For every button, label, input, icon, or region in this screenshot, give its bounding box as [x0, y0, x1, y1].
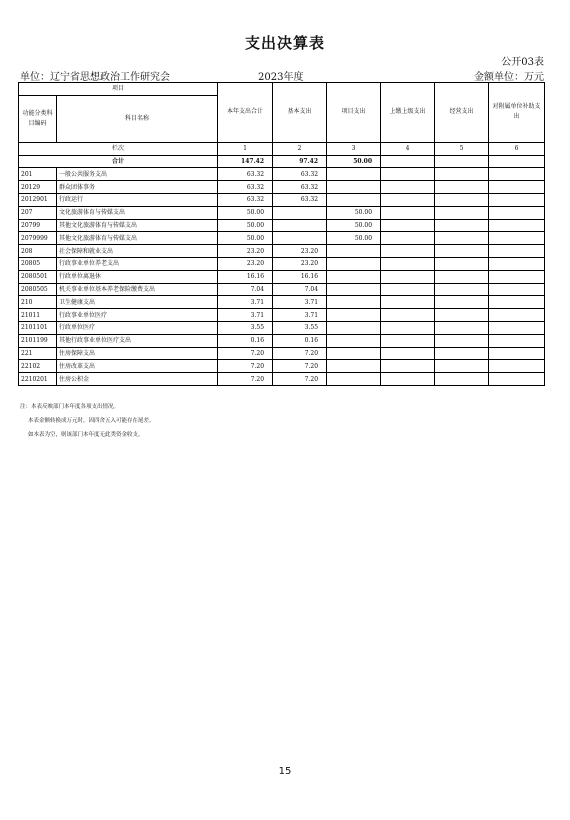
row-code: 2079999 — [19, 232, 57, 245]
table-row — [19, 193, 545, 206]
row-value — [435, 193, 489, 206]
page-title: 支出决算表 — [244, 34, 325, 52]
row-value — [327, 168, 381, 181]
col-number: 5 — [435, 142, 489, 155]
row-value — [435, 283, 489, 296]
row-value — [327, 334, 381, 347]
col-number: 4 — [381, 142, 435, 155]
row-code: 20799 — [19, 219, 57, 232]
row-code: 2101101 — [19, 321, 57, 334]
row-value: 7.04 — [273, 283, 327, 296]
header-code: 功能分类科目编码 — [19, 95, 57, 142]
row-name: 一般公共服务支出 — [57, 168, 218, 181]
meta-row — [20, 68, 544, 82]
row-value — [489, 168, 545, 181]
row-value — [381, 321, 435, 334]
row-value — [435, 219, 489, 232]
row-value — [489, 321, 545, 334]
row-value — [381, 257, 435, 270]
row-value — [435, 347, 489, 360]
row-name: 文化旅游体育与传媒支出 — [57, 206, 218, 219]
row-value — [381, 206, 435, 219]
row-value: 3.55 — [273, 321, 327, 334]
row-value: 16.16 — [218, 270, 273, 283]
row-value — [435, 245, 489, 258]
row-value: 50.00 — [327, 219, 381, 232]
row-name: 其他文化旅游体育与传媒支出 — [57, 232, 218, 245]
total-value: 97.42 — [273, 155, 327, 168]
row-value — [435, 321, 489, 334]
year-label: 2023年度 — [258, 72, 304, 83]
col-number: 1 — [218, 142, 273, 155]
row-value: 23.20 — [218, 257, 273, 270]
row-value — [435, 181, 489, 194]
table-row — [19, 181, 545, 194]
row-value: 0.16 — [218, 334, 273, 347]
header-col-3: 项目支出 — [327, 83, 381, 143]
table-row — [19, 270, 545, 283]
row-value: 63.32 — [273, 181, 327, 194]
row-value: 23.20 — [218, 245, 273, 258]
row-value — [489, 219, 545, 232]
row-value — [435, 360, 489, 373]
row-value: 7.20 — [218, 360, 273, 373]
row-value — [381, 309, 435, 322]
row-code: 20805 — [19, 257, 57, 270]
row-name: 社会保障和就业支出 — [57, 245, 218, 258]
row-value: 7.20 — [273, 347, 327, 360]
row-value: 50.00 — [218, 206, 273, 219]
row-value — [327, 270, 381, 283]
row-code: 207 — [19, 206, 57, 219]
row-value — [381, 283, 435, 296]
row-name: 行政事业单位医疗 — [57, 309, 218, 322]
table-body — [19, 168, 545, 386]
row-value — [435, 373, 489, 386]
row-value — [489, 181, 545, 194]
header-col-1: 本年支出合计 — [218, 83, 273, 143]
row-value — [381, 232, 435, 245]
row-value — [327, 321, 381, 334]
table-row — [19, 219, 545, 232]
page-number: 15 — [278, 766, 292, 777]
amount-unit-label: 金额单位：万元 — [474, 72, 544, 83]
table-row — [19, 245, 545, 258]
row-value: 50.00 — [218, 219, 273, 232]
table-row — [19, 321, 545, 334]
row-value — [327, 360, 381, 373]
row-value: 3.71 — [218, 296, 273, 309]
row-value: 3.55 — [218, 321, 273, 334]
row-code: 21011 — [19, 309, 57, 322]
note-line: 注：本表反映部门本年度各项支出情况。 — [20, 404, 120, 410]
row-value — [435, 168, 489, 181]
row-value: 50.00 — [327, 232, 381, 245]
row-name: 其他行政事业单位医疗支出 — [57, 334, 218, 347]
table-row — [19, 257, 545, 270]
form-number: 公开03表 — [501, 57, 544, 68]
row-value — [489, 373, 545, 386]
row-value — [381, 334, 435, 347]
header-col-4: 上缴上级支出 — [381, 83, 435, 143]
row-name: 行政事业单位养老支出 — [57, 257, 218, 270]
table-row — [19, 309, 545, 322]
row-value — [273, 206, 327, 219]
row-value — [381, 347, 435, 360]
total-value — [489, 155, 545, 168]
row-value — [273, 232, 327, 245]
row-code: 2080501 — [19, 270, 57, 283]
table-row — [19, 206, 545, 219]
table-row — [19, 334, 545, 347]
row-value — [327, 257, 381, 270]
total-label: 合计 — [19, 155, 218, 168]
row-value — [489, 296, 545, 309]
row-value: 0.16 — [273, 334, 327, 347]
header-col-5: 经营支出 — [435, 83, 489, 143]
row-value: 23.20 — [273, 245, 327, 258]
header-item: 项目 — [19, 83, 218, 96]
row-value — [381, 296, 435, 309]
total-value: 147.42 — [218, 155, 273, 168]
row-value: 50.00 — [327, 206, 381, 219]
row-value: 63.32 — [218, 193, 273, 206]
row-code: 2101199 — [19, 334, 57, 347]
row-value: 63.32 — [273, 168, 327, 181]
row-value: 3.71 — [218, 309, 273, 322]
row-value — [489, 283, 545, 296]
row-value — [435, 309, 489, 322]
row-name: 卫生健康支出 — [57, 296, 218, 309]
row-value: 50.00 — [218, 232, 273, 245]
row-value: 23.20 — [273, 257, 327, 270]
row-value — [435, 257, 489, 270]
row-value — [381, 270, 435, 283]
header-col-6: 对附属单位补助支出 — [489, 83, 545, 143]
table-row — [19, 283, 545, 296]
row-value: 7.20 — [218, 373, 273, 386]
row-value: 16.16 — [273, 270, 327, 283]
row-value — [489, 334, 545, 347]
row-value — [381, 219, 435, 232]
notes — [20, 400, 155, 442]
table-row — [19, 347, 545, 360]
row-value: 63.32 — [273, 193, 327, 206]
row-value — [327, 296, 381, 309]
row-value — [435, 334, 489, 347]
row-code: 210 — [19, 296, 57, 309]
row-value: 63.32 — [218, 181, 273, 194]
row-value — [435, 232, 489, 245]
total-value: 50.00 — [327, 155, 381, 168]
table-row — [19, 360, 545, 373]
row-value — [489, 360, 545, 373]
row-name: 住房公积金 — [57, 373, 218, 386]
row-name: 住房改革支出 — [57, 360, 218, 373]
row-name: 行政单位离退休 — [57, 270, 218, 283]
row-code: 2210201 — [19, 373, 57, 386]
row-value: 3.71 — [273, 296, 327, 309]
row-value — [381, 373, 435, 386]
row-value — [489, 193, 545, 206]
row-name: 群众团体事务 — [57, 181, 218, 194]
row-value — [435, 206, 489, 219]
row-code: 2080505 — [19, 283, 57, 296]
row-name: 机关事业单位基本养老保险缴费支出 — [57, 283, 218, 296]
unit-label: 单位：辽宁省思想政治工作研究会 — [20, 72, 170, 83]
table-row — [19, 296, 545, 309]
row-value: 7.20 — [273, 360, 327, 373]
row-code: 20129 — [19, 181, 57, 194]
row-value — [273, 219, 327, 232]
row-value — [435, 296, 489, 309]
row-value — [327, 309, 381, 322]
table-row — [19, 373, 545, 386]
row-value — [489, 245, 545, 258]
row-value — [381, 181, 435, 194]
table-row — [19, 168, 545, 181]
col-number: 3 — [327, 142, 381, 155]
table-row — [19, 232, 545, 245]
total-value — [381, 155, 435, 168]
row-code: 208 — [19, 245, 57, 258]
row-value: 3.71 — [273, 309, 327, 322]
row-code: 2012901 — [19, 193, 57, 206]
row-value — [327, 181, 381, 194]
row-value — [489, 206, 545, 219]
row-name: 行政单位医疗 — [57, 321, 218, 334]
row-value: 63.32 — [218, 168, 273, 181]
row-name: 其他文化旅游体育与传媒支出 — [57, 219, 218, 232]
row-name: 行政运行 — [57, 193, 218, 206]
row-value — [381, 168, 435, 181]
row-code: 221 — [19, 347, 57, 360]
row-value — [435, 270, 489, 283]
row-value — [381, 360, 435, 373]
row-value — [489, 309, 545, 322]
row-value — [489, 232, 545, 245]
row-value — [327, 193, 381, 206]
row-value: 7.20 — [273, 373, 327, 386]
row-name: 住房保障支出 — [57, 347, 218, 360]
row-value — [381, 193, 435, 206]
row-value — [381, 245, 435, 258]
row-code: 22102 — [19, 360, 57, 373]
header-col-2: 基本支出 — [273, 83, 327, 143]
row-value: 7.04 — [218, 283, 273, 296]
row-value — [489, 347, 545, 360]
row-code: 201 — [19, 168, 57, 181]
row-value — [489, 257, 545, 270]
row-value: 7.20 — [218, 347, 273, 360]
note-line: 本表金额转换成万元时，因四舍五入可能存在尾差。 — [28, 418, 155, 424]
row-value — [327, 347, 381, 360]
row-value — [327, 245, 381, 258]
row-value — [327, 283, 381, 296]
note-line: 如本表为空，则该部门本年度无此类资金收支。 — [28, 432, 144, 438]
row-value — [489, 270, 545, 283]
header-name: 科目名称 — [57, 95, 218, 142]
row-value — [327, 373, 381, 386]
expenditure-table — [18, 82, 545, 386]
total-value — [435, 155, 489, 168]
col-number: 6 — [489, 142, 545, 155]
col-number-label: 栏次 — [19, 142, 218, 155]
col-number: 2 — [273, 142, 327, 155]
